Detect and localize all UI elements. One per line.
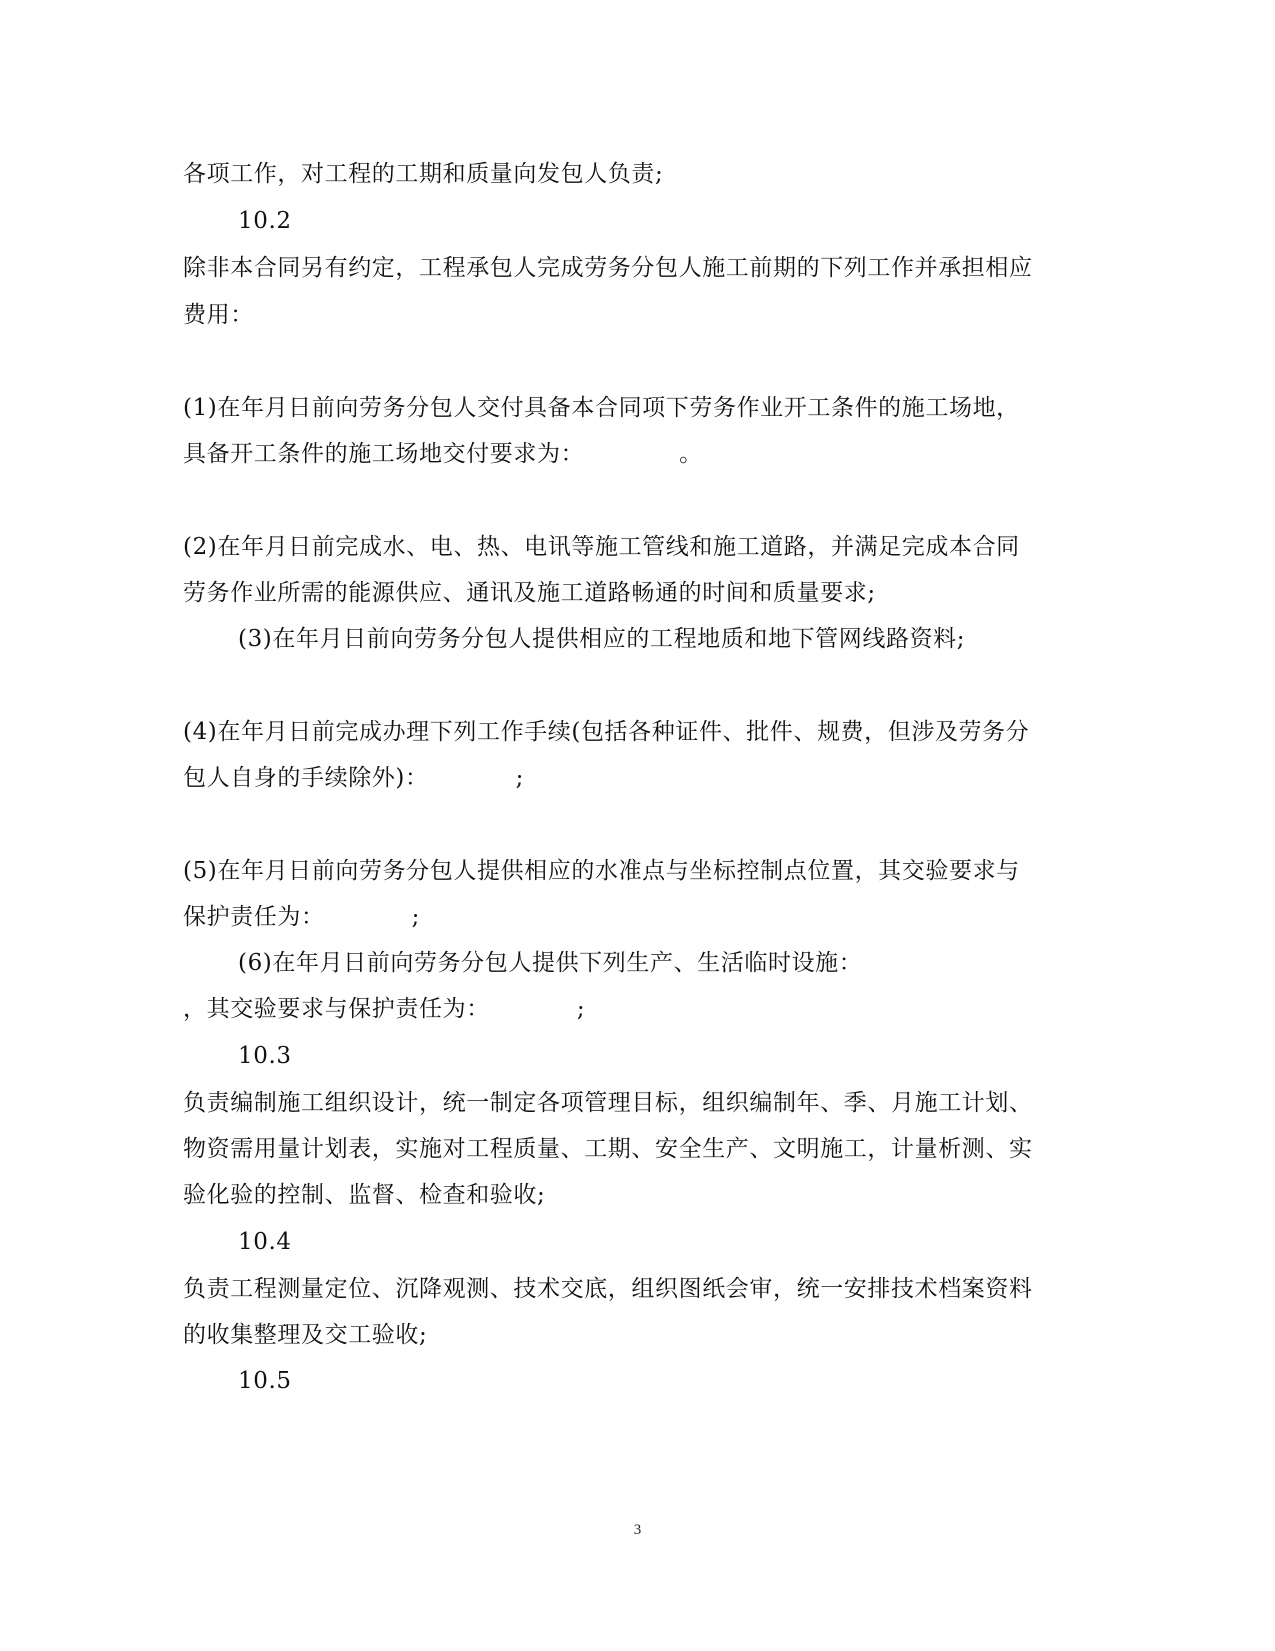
text-line: 负责编制施工组织设计，统一制定各项管理目标，组织编制年、季、月施工计划、 xyxy=(183,1090,1033,1116)
text-line: (5)在年月日前向劳务分包人提供相应的水准点与坐标控制点位置，其交验要求与 xyxy=(183,858,1020,884)
page-number: 3 xyxy=(633,1522,642,1538)
section-number: 10.4 xyxy=(238,1229,292,1255)
text-line: 具备开工条件的施工场地交付要求为： 。 xyxy=(183,441,703,467)
text-line: 物资需用量计划表，实施对工程质量、工期、安全生产、文明施工，计量析测、实 xyxy=(183,1136,1033,1162)
text-line: (6)在年月日前向劳务分包人提供下列生产、生活临时设施： xyxy=(238,950,863,976)
section-number: 10.2 xyxy=(238,208,292,234)
section-number: 10.3 xyxy=(238,1043,292,1069)
text-line: 除非本合同另有约定，工程承包人完成劳务分包人施工前期的下列工作并承担相应 xyxy=(183,255,1033,281)
text-line: 验化验的控制、监督、检查和验收; xyxy=(183,1182,546,1208)
text-line: 费用： xyxy=(183,302,254,328)
text-line: (4)在年月日前完成办理下列工作手续(包括各种证件、批件、规费，但涉及劳务分 xyxy=(183,719,1030,745)
text-line: (1)在年月日前向劳务分包人交付具备本合同项下劳务作业开工条件的施工场地， xyxy=(183,395,1020,421)
text-line: 包人自身的手续除外)： ; xyxy=(183,765,524,791)
text-line: 的收集整理及交工验收; xyxy=(183,1322,428,1348)
text-line: 劳务作业所需的能源供应、通讯及施工道路畅通的时间和质量要求; xyxy=(183,580,876,606)
text-line: 负责工程测量定位、沉降观测、技术交底，组织图纸会审，统一安排技术档案资料 xyxy=(183,1276,1033,1302)
text-line: (3)在年月日前向劳务分包人提供相应的工程地质和地下管网线路资料; xyxy=(238,626,966,652)
text-line: (2)在年月日前完成水、电、热、电讯等施工管线和施工道路，并满足完成本合同 xyxy=(183,534,1020,560)
text-line: 保护责任为： ; xyxy=(183,904,420,930)
section-number: 10.5 xyxy=(238,1368,292,1394)
text-line: 各项工作，对工程的工期和质量向发包人负责; xyxy=(183,161,664,187)
text-line: ，其交验要求与保护责任为： ; xyxy=(183,996,586,1022)
